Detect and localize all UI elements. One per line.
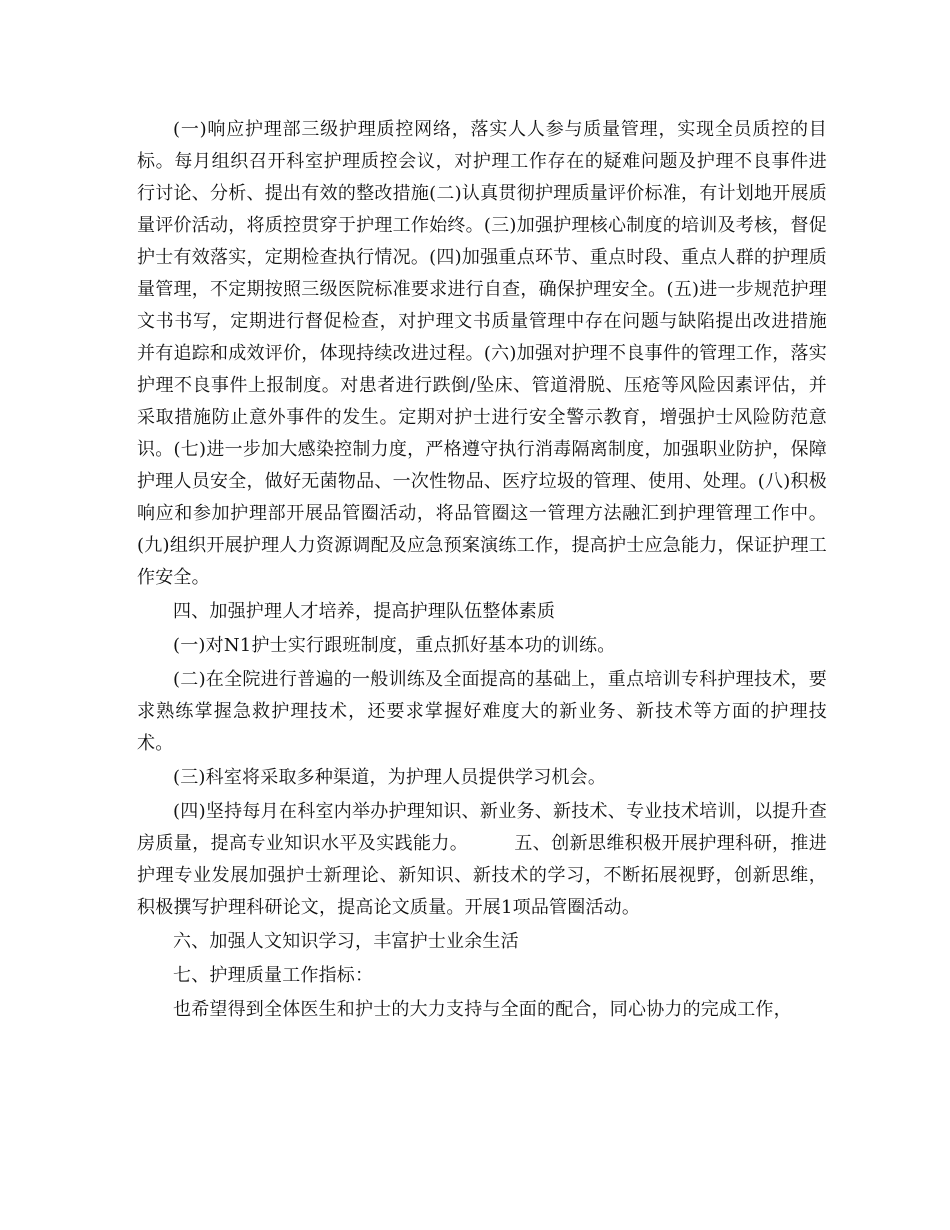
paragraph-monthly-training-research: (四)坚持每月在科室内举办护理知识、新业务、新技术、专业技术培训，以提升查房质量，提高专业知识水平及实践能力。 五、创新思维积极开展护理科研，推进护理专业发展加强护士新理论、新知识、新技术的学习，不断拓展视野，创新思维，积极撰写护理科研论文，提高论文质量。开展1项品管圈活动。	[137, 801, 827, 918]
heading-humanities-learning: 六、加强人文知识学习，丰富护士业余生活	[173, 931, 519, 952]
heading-quality-indicators: 七、护理质量工作指标：	[173, 965, 374, 986]
document-body	[137, 114, 827, 1028]
heading-talent-training: 四、加强护理人才培养，提高护理队伍整体素质	[173, 601, 556, 622]
paragraph-specialty-training: (二)在全院进行普遍的一般训练及全面提高的基础上，重点培训专科护理技术，要求熟练掌握急救护理技术，还要求掌握好难度大的新业务、新技术等方面的护理技术。	[137, 669, 827, 754]
paragraph-n1-nurse-training: (一)对N1护士实行跟班制度，重点抓好基本功的训练。	[173, 635, 616, 656]
paragraph-learning-opportunities: (三)科室将采取多种渠道，为护理人员提供学习机会。	[173, 767, 607, 788]
paragraph-quality-control: (一)响应护理部三级护理质控网络，落实人人参与质量管理，实现全员质控的目标。每月组织召开科室护理质控会议，对护理工作存在的疑难问题及护理不良事件进行讨论、分析、提出有效的整改措施(二)认真贯彻护理质量评价标准，有计划地开展质量评价活动，将质控贯穿于护理工作始终。(三)加强护理核心制度的培训及考核，督促护士有效落实，定期检查执行情况。(四)加强重点环节、重点时段、重点人群的护理质量管理，不定期按照三级医院标准要求进行自查，确保护理安全。(五)进一步规范护理文书书写，定期进行督促检查，对护理文书质量管理中存在问题与缺陷提出改进措施并有追踪和成效评价，体现持续改进过程。(六)加强对护理不良事件的管理工作，落实护理不良事件上报制度。对患者进行跌倒/坠床、管道滑脱、压疮等风险因素评估，并采取措施防止意外事件的发生。定期对护士进行安全警示教育，增强护士风险防范意识。(七)进一步加大感染控制力度，严格遵守执行消毒隔离制度，加强职业防护，保障护理人员安全，做好无菌物品、一次性物品、医疗垃圾的管理、使用、处理。(八)积极响应和参加护理部开展品管圈活动，将品管圈这一管理方法融汇到护理管理工作中。(九)组织开展护理人力资源调配及应急预案演练工作，提高护士应急能力，保证护理工作安全。	[137, 119, 827, 588]
paragraph-closing: 也希望得到全体医生和护士的大力支持与全面的配合，同心协力的完成工作，	[173, 999, 792, 1020]
